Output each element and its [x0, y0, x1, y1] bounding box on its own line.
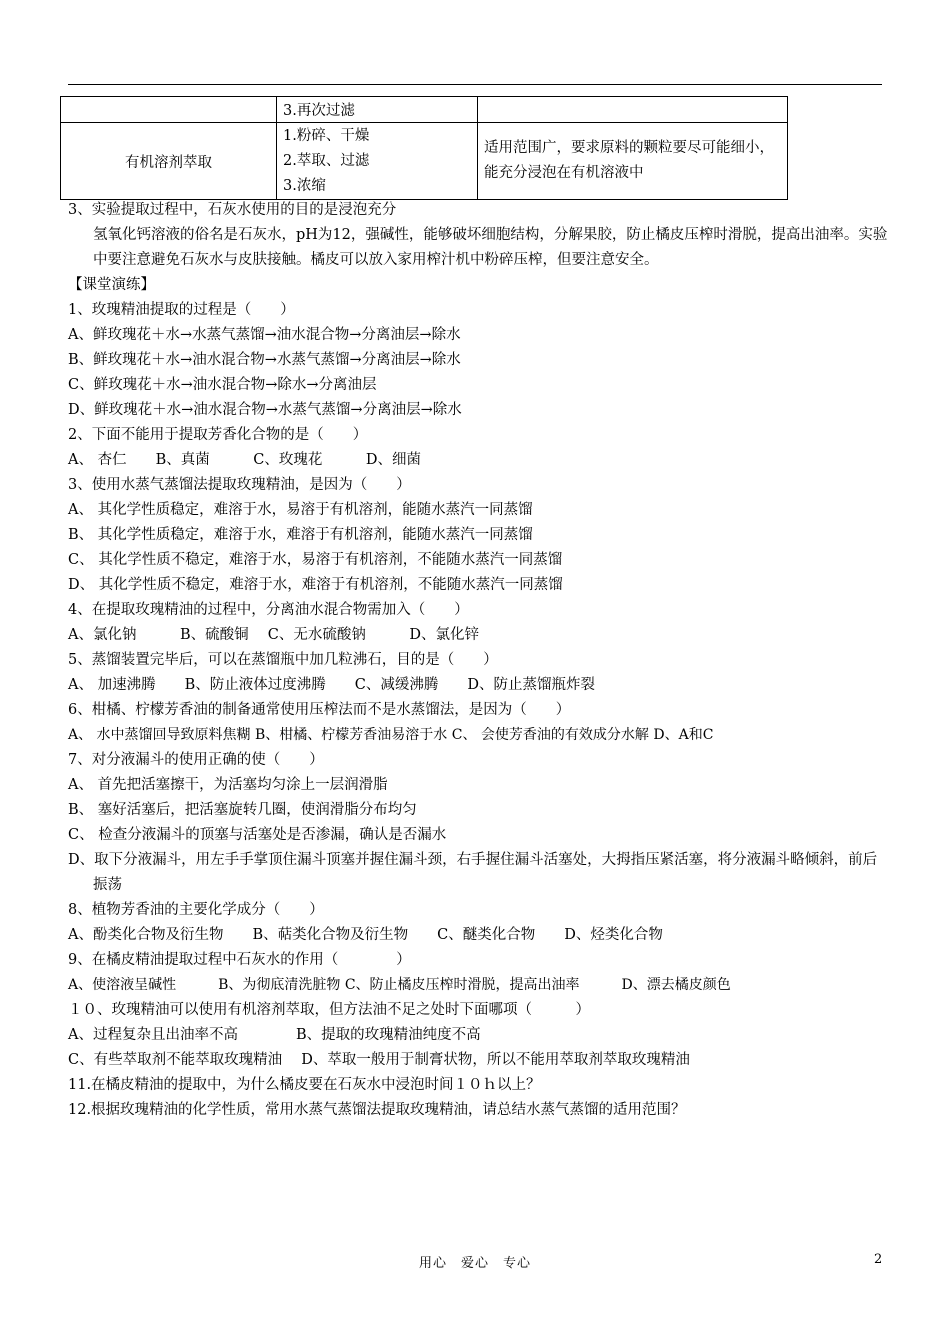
- option: B、鲜玫瑰花＋水→油水混合物→水蒸气蒸馏→分离油层→除水: [68, 352, 461, 368]
- document-body: [68, 198, 888, 1123]
- question-stem: １０、玫瑰精油可以使用有机溶剂萃取，但方法油不足之处时下面哪项（ ）: [68, 1002, 590, 1018]
- method-cell: 有机溶剂萃取: [61, 123, 277, 200]
- option: A、过程复杂且出油率不高 B、提取的玫瑰精油纯度不高: [68, 1027, 481, 1043]
- question-stem: 8、植物芳香油的主要化学成分（ ）: [68, 902, 324, 918]
- question-stem: 7、对分液漏斗的使用正确的使（ ）: [68, 752, 324, 768]
- option: D、 其化学性质不稳定，难溶于水，难溶于有机溶剂，不能随水蒸汽一同蒸馏: [68, 577, 563, 593]
- option: A、 首先把活塞擦干，为活塞均匀涂上一层润滑脂: [68, 777, 388, 793]
- page-number: 2: [874, 1252, 883, 1267]
- question-stem: 6、柑橘、柠檬芳香油的制备通常使用压榨法而不是水蒸馏法，是因为（ ）: [68, 702, 571, 718]
- header-rule: [68, 84, 882, 85]
- option: C、 其化学性质不稳定，难溶于水，易溶于有机溶剂，不能随水蒸汽一同蒸馏: [68, 552, 563, 568]
- question-stem: 12.根据玫瑰精油的化学性质，常用水蒸气蒸馏法提取玫瑰精油，请总结水蒸气蒸馏的适用范围？: [68, 1102, 686, 1118]
- option: C、有些萃取剂不能萃取玫瑰精油 D、萃取一般用于制膏状物，所以不能用萃取剂萃取玫瑰精油: [68, 1052, 690, 1068]
- option: D、鲜玫瑰花＋水→油水混合物→水蒸气蒸馏→分离油层→除水: [68, 402, 462, 418]
- table-row: [61, 123, 788, 200]
- option: A、鲜玫瑰花＋水→水蒸气蒸馏→油水混合物→分离油层→除水: [68, 327, 461, 343]
- question-stem: 2、下面不能用于提取芳香化合物的是（ ）: [68, 427, 368, 443]
- step-item: 3.浓缩: [283, 177, 326, 194]
- option: D、取下分液漏斗，用左手手掌顶住漏斗顶塞并握住漏斗颈，右手握住漏斗活塞处，大拇指压紧活塞，将分液漏斗略倾斜，前后振荡: [68, 852, 878, 893]
- option: A、 加速沸腾 B、防止液体过度沸腾 C、减缓沸腾 D、防止蒸馏瓶炸裂: [68, 677, 595, 693]
- extraction-methods-table: [60, 96, 788, 200]
- question-stem: 11.在橘皮精油的提取中，为什么橘皮要在石灰水中浸泡时间１０ｈ以上？: [68, 1077, 541, 1093]
- option: A、 水中蒸馏回导致原料焦糊 B、柑橘、柠檬芳香油易溶于水 C、 会使芳香油的有效成分水解 D、A和C: [68, 727, 714, 743]
- method-cell: [61, 97, 277, 123]
- step-item: 2.萃取、过滤: [283, 152, 370, 169]
- steps-cell: [277, 123, 478, 200]
- option: C、 检查分液漏斗的顶塞与活塞处是否渗漏，确认是否漏水: [68, 827, 447, 843]
- option: A、 其化学性质稳定，难溶于水，易溶于有机溶剂，能随水蒸汽一同蒸馏: [68, 502, 533, 518]
- table-row: [61, 97, 788, 123]
- note-cell: 适用范围广，要求原料的颗粒要尽可能细小，能充分浸泡在有机溶液中: [478, 123, 788, 200]
- option: A、酚类化合物及衍生物 B、萜类化合物及衍生物 C、醚类化合物 D、烃类化合物: [68, 927, 663, 943]
- option: C、鲜玫瑰花＋水→油水混合物→除水→分离油层: [68, 377, 377, 393]
- question-stem: 9、在橘皮精油提取过程中石灰水的作用（ ）: [68, 952, 411, 968]
- question-stem: 3、使用水蒸气蒸馏法提取玫瑰精油，是因为（ ）: [68, 477, 411, 493]
- exercise-heading: 【课堂演练】: [68, 277, 155, 293]
- page-footer: 用心 爱心 专心: [418, 1256, 531, 1271]
- step-item: 1.粉碎、干燥: [283, 127, 370, 144]
- question-stem: 1、玫瑰精油提取的过程是（ ）: [68, 302, 295, 318]
- section-title: 3、实验提取过程中，石灰水使用的目的是浸泡充分: [68, 202, 397, 218]
- option: A、 杏仁 B、真菌 C、玫瑰花 D、细菌: [68, 452, 421, 468]
- option: B、 塞好活塞后，把活塞旋转几圈，使润滑脂分布均匀: [68, 802, 417, 818]
- option: B、 其化学性质稳定，难溶于水，难溶于有机溶剂，能随水蒸汽一同蒸馏: [68, 527, 533, 543]
- question-stem: 5、蒸馏装置完毕后，可以在蒸馏瓶中加几粒沸石，目的是（ ）: [68, 652, 498, 668]
- steps-cell: 3.再次过滤: [277, 97, 478, 123]
- note-cell: [478, 97, 788, 123]
- question-stem: 4、在提取玫瑰精油的过程中，分离油水混合物需加入（ ）: [68, 602, 469, 618]
- section-paragraph: 氢氧化钙溶液的俗名是石灰水，pH为12，强碱性，能够破坏细胞结构，分解果胶，防止橘皮压榨时滑脱，提高出油率。实验中要注意避免石灰水与皮肤接触。橘皮可以放入家用榨汁机中粉碎压榨，但要注意安全。: [93, 227, 888, 268]
- option: A、使溶液呈碱性 B、为彻底清洗脏物 C、防止橘皮压榨时滑脱，提高出油率 D、漂去橘皮颜色: [68, 977, 731, 993]
- option: A、氯化钠 B、硫酸铜 C、无水硫酸钠 D、氯化锌: [68, 627, 479, 643]
